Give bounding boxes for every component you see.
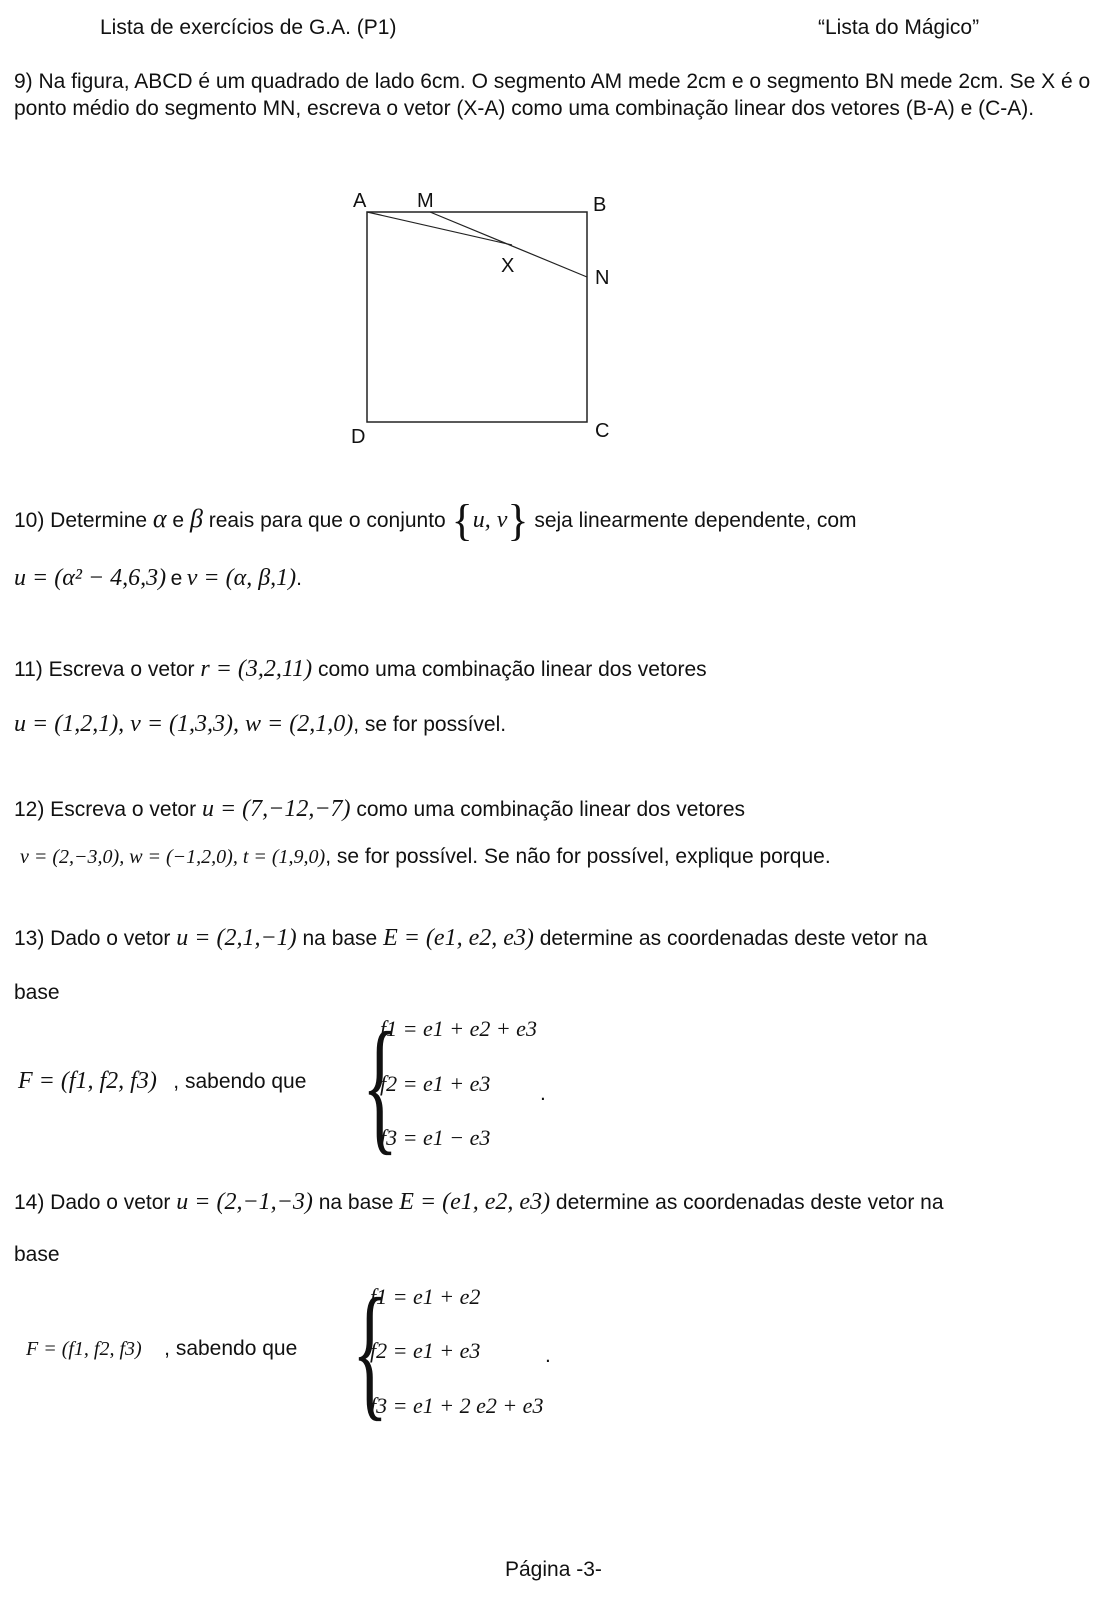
label-a: A — [353, 190, 367, 212]
q11-line1 — [14, 656, 707, 683]
q13-intro: 13) Dado o vetor — [14, 927, 171, 950]
q13-end: determine as coordenadas deste vetor na — [539, 927, 928, 950]
q12-end: como uma combinação linear dos vetores — [356, 798, 746, 821]
alpha-symbol: α — [152, 504, 167, 533]
q10-mid: reais para que o conjunto — [208, 509, 446, 532]
q14-sabendo: , sabendo que — [164, 1337, 298, 1360]
q12-vectors: v = (2,−3,0), w = (−1,2,0), t = (1,9,0) — [20, 846, 326, 868]
page-number: Página -3- — [505, 1558, 602, 1581]
q13-sys-2: f2 = e1 + e3 — [380, 1071, 491, 1096]
q10-set: u, v — [472, 507, 508, 533]
q10-end: seja linearmente dependente, com — [534, 509, 857, 532]
segment-ax — [367, 212, 512, 245]
q13-sys-3: f3 = e1 − e3 — [380, 1125, 491, 1150]
q14-sys-1: f1 = e1 + e2 — [370, 1284, 481, 1309]
q12-intro: 12) Escreva o vetor — [14, 798, 197, 821]
brace-open-icon: { — [451, 496, 473, 545]
label-d: D — [351, 426, 366, 448]
q12-line2 — [20, 843, 831, 870]
label-b: B — [593, 194, 607, 216]
label-c: C — [595, 420, 610, 442]
q14-dot: . — [545, 1344, 551, 1367]
q13-line1 — [14, 925, 927, 952]
q13-sabendo: , sabendo que — [173, 1070, 307, 1093]
q9-text: 9) Na figura, ABCD é um quadrado de lado 6cm. O segmento AM mede 2cm e o segmento BN mede 2cm. Se X é o ponto médio do segmento MN, escreva o vetor (X-A) como uma combinação linear dos vetores (B-A) e (C-A). — [14, 70, 1091, 120]
q13-sys-1: f1 = e1 + e2 + e3 — [380, 1016, 537, 1041]
q13-u-eq: u = (2,1,−1) — [176, 925, 297, 951]
label-n: N — [595, 267, 610, 289]
q14-end: determine as coordenadas deste vetor na — [555, 1191, 944, 1214]
q13-e-eq: E = (e1, e2, e3) — [383, 925, 534, 951]
q10-line2 — [14, 565, 302, 592]
q14-e-eq: E = (e1, e2, e3) — [399, 1189, 551, 1215]
header-left: Lista de exercícios de G.A. (P1) — [100, 16, 397, 39]
q11-tail: , se for possível. — [353, 713, 507, 736]
q10-dot: . — [296, 567, 302, 590]
q12-line1 — [14, 796, 745, 823]
q11-intro: 11) Escreva o vetor — [14, 658, 195, 681]
q12-tail: , se for possível. Se não for possível, explique porque. — [325, 845, 831, 868]
q10-line1 — [14, 496, 857, 545]
q12-u-eq: u = (7,−12,−7) — [201, 796, 351, 822]
q10-v-eq: v = (α, β,1) — [186, 565, 297, 591]
q11-end: como uma combinação linear dos vetores — [317, 658, 707, 681]
q14-line1 — [14, 1189, 944, 1216]
q13-dot: . — [540, 1082, 546, 1105]
q14-f-eq: F = (f1, f2, f3) — [26, 1338, 142, 1360]
q10-e: e — [170, 567, 183, 590]
q14-brace-icon: { — [352, 1268, 388, 1434]
header-right: “Lista do Mágico” — [818, 16, 980, 39]
q14-na-base: na base — [318, 1191, 394, 1214]
q14-base: base — [14, 1243, 60, 1266]
q11-line2 — [14, 711, 506, 738]
q14-intro: 14) Dado o vetor — [14, 1191, 171, 1214]
label-x: X — [501, 255, 515, 277]
q13-f-line — [18, 1068, 306, 1095]
q10-u-eq: u = (α² − 4,6,3) — [14, 565, 167, 591]
q13-base: base — [14, 981, 60, 1004]
q14-sys-2: f2 = e1 + e3 — [370, 1338, 481, 1363]
beta-symbol: β — [189, 504, 203, 533]
q11-r-eq: r = (3,2,11) — [200, 656, 313, 682]
q14-sys-3: f3 = e1 + 2 e2 + e3 — [370, 1393, 544, 1418]
q14-f-line — [26, 1335, 297, 1362]
q11-vectors: u = (1,2,1), v = (1,3,3), w = (2,1,0) — [14, 711, 354, 737]
q14-u-eq: u = (2,−1,−3) — [176, 1189, 313, 1215]
q13-na-base: na base — [302, 927, 378, 950]
q10-intro: 10) Determine — [14, 509, 148, 532]
q13-brace-icon: { — [362, 1002, 398, 1168]
q10-and: e — [172, 509, 185, 532]
square-figure — [335, 185, 635, 455]
label-m: M — [417, 190, 434, 212]
brace-close-icon: } — [507, 496, 529, 545]
q13-f-eq: F = (f1, f2, f3) — [18, 1068, 157, 1094]
square-abcd — [367, 212, 587, 422]
